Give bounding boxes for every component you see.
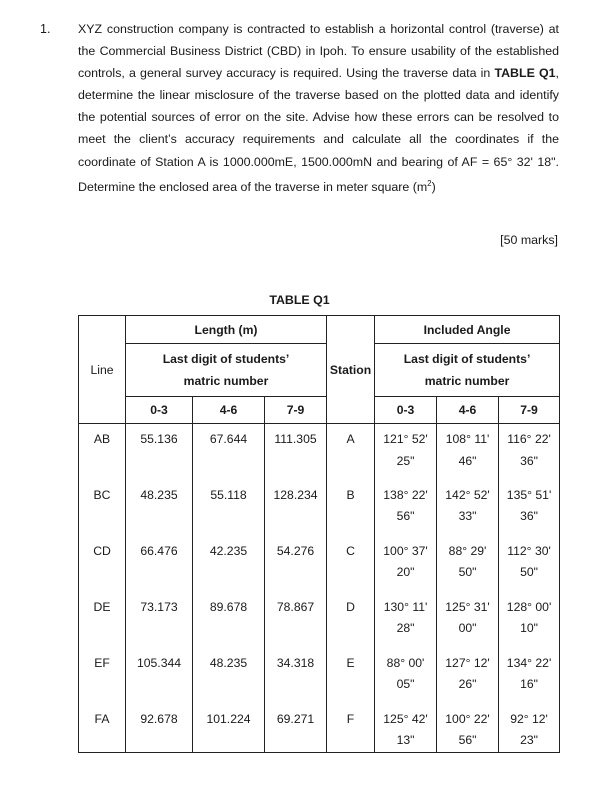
question-text-part-3: ) bbox=[431, 179, 436, 194]
cell-angle-0-3: 125° 42' 13" bbox=[375, 704, 437, 753]
cell-station: A bbox=[327, 424, 375, 473]
header-line: Line bbox=[79, 316, 126, 424]
cell-length-7-9: 34.318 bbox=[265, 648, 327, 697]
question-text-part-2: , determine the linear misclosure of the traverse based on the plotted data and identify the potential sources of error on the site. Advise how these errors can be resolved to meet the client’s accuracy requirements and calculate all the coordinates if the coordinate of Station A is 1000.000mE, 1500.000mN and bearing of AF = 65° 32' 18". Determine the enclosed area of the traverse in meter square (m bbox=[78, 66, 559, 194]
cell-line: DE bbox=[79, 592, 126, 641]
table-row bbox=[79, 536, 560, 585]
cell-station: E bbox=[327, 648, 375, 697]
table-reference: TABLE Q1 bbox=[494, 66, 556, 81]
cell-length-7-9: 128.234 bbox=[265, 480, 327, 529]
cell-angle-7-9: 134° 22' 16" bbox=[499, 648, 560, 697]
cell-angle-0-3: 138° 22' 56" bbox=[375, 480, 437, 529]
cell-station: B bbox=[327, 480, 375, 529]
question-text bbox=[78, 18, 559, 198]
cell-station: D bbox=[327, 592, 375, 641]
header-length-col-0-3: 0-3 bbox=[126, 397, 193, 424]
cell-length-0-3: 55.136 bbox=[126, 424, 193, 473]
cell-angle-7-9: 112° 30' 50" bbox=[499, 536, 560, 585]
cell-line: CD bbox=[79, 536, 126, 585]
cell-angle-4-6: 100° 22' 56" bbox=[437, 704, 499, 753]
cell-length-4-6: 101.224 bbox=[193, 704, 265, 753]
cell-line: EF bbox=[79, 648, 126, 697]
cell-station: F bbox=[327, 704, 375, 753]
cell-length-7-9: 69.271 bbox=[265, 704, 327, 753]
cell-length-0-3: 73.173 bbox=[126, 592, 193, 641]
cell-length-4-6: 55.118 bbox=[193, 480, 265, 529]
table-title: TABLE Q1 bbox=[269, 293, 330, 307]
cell-length-7-9: 78.867 bbox=[265, 592, 327, 641]
header-angle-last-digit: Last digit of students’ matric number bbox=[375, 344, 560, 397]
table-row bbox=[79, 704, 560, 753]
traverse-data-table bbox=[78, 315, 560, 753]
cell-angle-4-6: 142° 52' 33" bbox=[437, 480, 499, 529]
header-angle-col-7-9: 7-9 bbox=[499, 397, 560, 424]
cell-length-7-9: 111.305 bbox=[265, 424, 327, 473]
cell-length-4-6: 42.235 bbox=[193, 536, 265, 585]
header-length-last-digit: Last digit of students’ matric number bbox=[126, 344, 327, 397]
table-row bbox=[79, 480, 560, 529]
cell-angle-0-3: 88° 00' 05" bbox=[375, 648, 437, 697]
cell-line: BC bbox=[79, 480, 126, 529]
table-row bbox=[79, 424, 560, 473]
cell-angle-7-9: 135° 51' 36" bbox=[499, 480, 560, 529]
header-included-angle: Included Angle bbox=[375, 316, 560, 344]
table-row bbox=[79, 648, 560, 697]
header-length: Length (m) bbox=[126, 316, 327, 344]
header-angle-col-0-3: 0-3 bbox=[375, 397, 437, 424]
header-angle-col-4-6: 4-6 bbox=[437, 397, 499, 424]
cell-line: AB bbox=[79, 424, 126, 473]
cell-length-7-9: 54.276 bbox=[265, 536, 327, 585]
cell-length-0-3: 66.476 bbox=[126, 536, 193, 585]
cell-angle-4-6: 88° 29' 50" bbox=[437, 536, 499, 585]
cell-length-4-6: 89.678 bbox=[193, 592, 265, 641]
cell-length-4-6: 48.235 bbox=[193, 648, 265, 697]
cell-line: FA bbox=[79, 704, 126, 753]
cell-station: C bbox=[327, 536, 375, 585]
header-length-col-7-9: 7-9 bbox=[265, 397, 327, 424]
cell-angle-7-9: 128° 00' 10" bbox=[499, 592, 560, 641]
question-text-part-1: XYZ construction company is contracted to establish a horizontal control (traverse) at the Commercial Business District (CBD) in Ipoh. To ensure usability of the established controls, a general survey accuracy is required. Using the traverse data in bbox=[78, 22, 559, 81]
header-station: Station bbox=[327, 316, 375, 424]
header-length-col-4-6: 4-6 bbox=[193, 397, 265, 424]
cell-angle-0-3: 121° 52' 25" bbox=[375, 424, 437, 473]
cell-angle-4-6: 108° 11' 46" bbox=[437, 424, 499, 473]
cell-angle-0-3: 130° 11' 28" bbox=[375, 592, 437, 641]
cell-length-0-3: 92.678 bbox=[126, 704, 193, 753]
table-row bbox=[79, 592, 560, 641]
cell-angle-4-6: 125° 31' 00" bbox=[437, 592, 499, 641]
area-unit-superscript: 2 bbox=[427, 178, 432, 188]
cell-length-4-6: 67.644 bbox=[193, 424, 265, 473]
cell-angle-4-6: 127° 12' 26" bbox=[437, 648, 499, 697]
cell-length-0-3: 48.235 bbox=[126, 480, 193, 529]
cell-length-0-3: 105.344 bbox=[126, 648, 193, 697]
marks-label: [50 marks] bbox=[500, 233, 558, 247]
cell-angle-0-3: 100° 37' 20" bbox=[375, 536, 437, 585]
cell-angle-7-9: 116° 22' 36" bbox=[499, 424, 560, 473]
question-number: 1. bbox=[40, 22, 51, 36]
cell-angle-7-9: 92° 12' 23" bbox=[499, 704, 560, 753]
